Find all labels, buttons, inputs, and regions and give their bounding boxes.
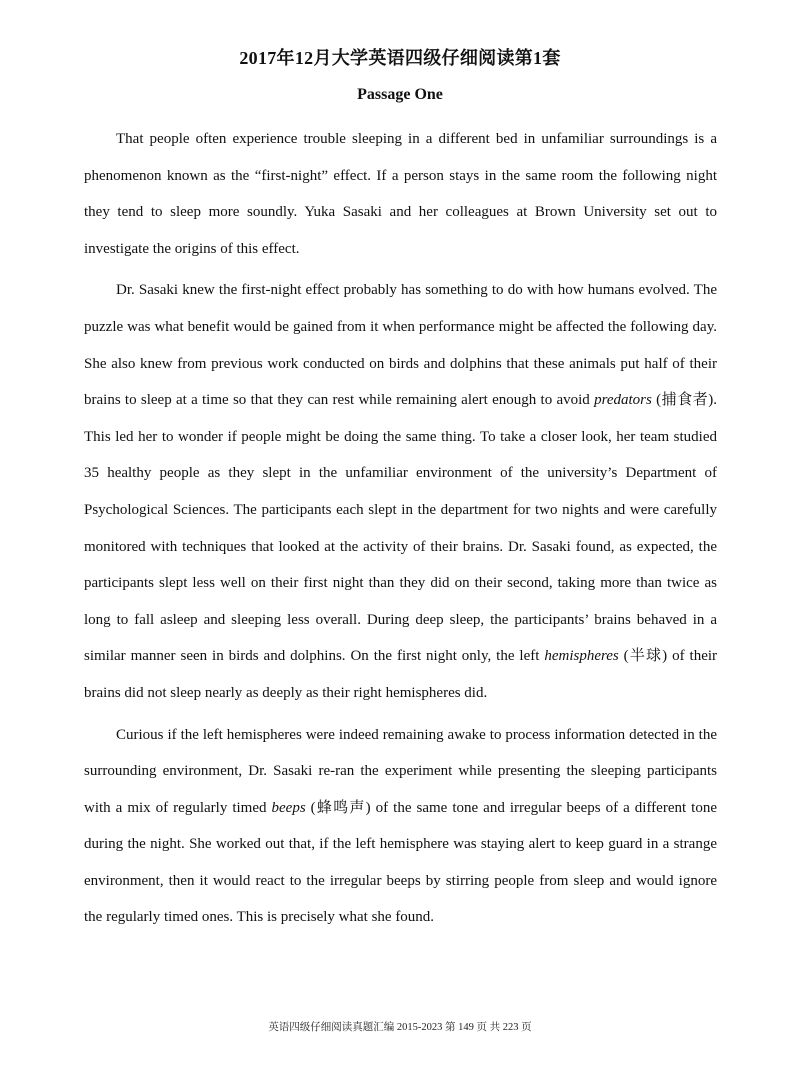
paragraph-text: Dr. Sasaki knew the first-night effect probably has something to do with how humans evolved. The puzzle was what benefit would be gained from it when performance might be affected the following day. She also knew from previous work conducted on birds and dolphins that these animals put half of their brains to sleep at a time so that they can rest while remaining alert enough to avoid bbox=[84, 282, 717, 409]
paragraph-text: of the same tone and irregular beeps of a different tone during the night. She worked out that, if the left hemisphere was staying alert to keep guard in a strange environment, then it would react to the irregular beeps by stirring people from sleep and would ignore the regularly timed ones. This is precisely what she found. bbox=[84, 799, 717, 926]
passage-title: Passage One bbox=[357, 86, 443, 103]
paragraph-3 bbox=[84, 717, 717, 937]
paragraph-text: . This led her to wonder if people might be doing the same thing. To take a closer look, her team studied 35 healthy people as they slept in the unfamiliar environment of the university’s Department of Psychological Sciences. The participants each slept in the department for two nights and were carefully monitored with techniques that looked at the activity of their brains. Dr. Sasaki found, as expected, the participants slept less well on their first night than they did on their second, taking more than twice as long to fall asleep and sleeping less overall. During deep sleep, the participants’ brains behaved in a similar manner seen in birds and dolphins. On the first night only, the left bbox=[84, 392, 717, 665]
document-title: 2017年12月大学英语四级仔细阅读第1套 bbox=[239, 48, 561, 68]
vocab-term-hemispheres: hemispheres bbox=[544, 648, 619, 665]
vocab-gloss: (捕食者) bbox=[651, 392, 714, 409]
paragraph-text: of their brains did not sleep nearly as deeply as their right hemispheres did. bbox=[84, 648, 718, 701]
passage-body bbox=[84, 121, 717, 936]
vocab-gloss: (半球) bbox=[618, 648, 668, 665]
page-footer: 英语四级仔细阅读真题汇编 2015-2023 第 149 页 共 223 页 bbox=[268, 1022, 532, 1033]
vocab-term-beeps: beeps bbox=[271, 799, 306, 816]
vocab-term-predators: predators bbox=[594, 392, 652, 409]
paragraph-text: That people often experience trouble sleeping in a different bed in unfamiliar surroundings is a phenomenon known as the “first-night” effect. If a person stays in the same room the following night they tend to sleep more soundly. Yuka Sasaki and her colleagues at Brown University set out to investigate the origins of this effect. bbox=[84, 131, 717, 257]
paragraph-1 bbox=[84, 121, 717, 267]
vocab-gloss: (蜂鸣声) bbox=[305, 799, 371, 816]
paragraph-2 bbox=[84, 272, 717, 711]
paragraph-text: Curious if the left hemispheres were indeed remaining awake to process information detected in the surrounding environment, Dr. Sasaki re-ran the experiment while presenting the sleeping participants with a mix of regularly timed bbox=[84, 726, 717, 816]
